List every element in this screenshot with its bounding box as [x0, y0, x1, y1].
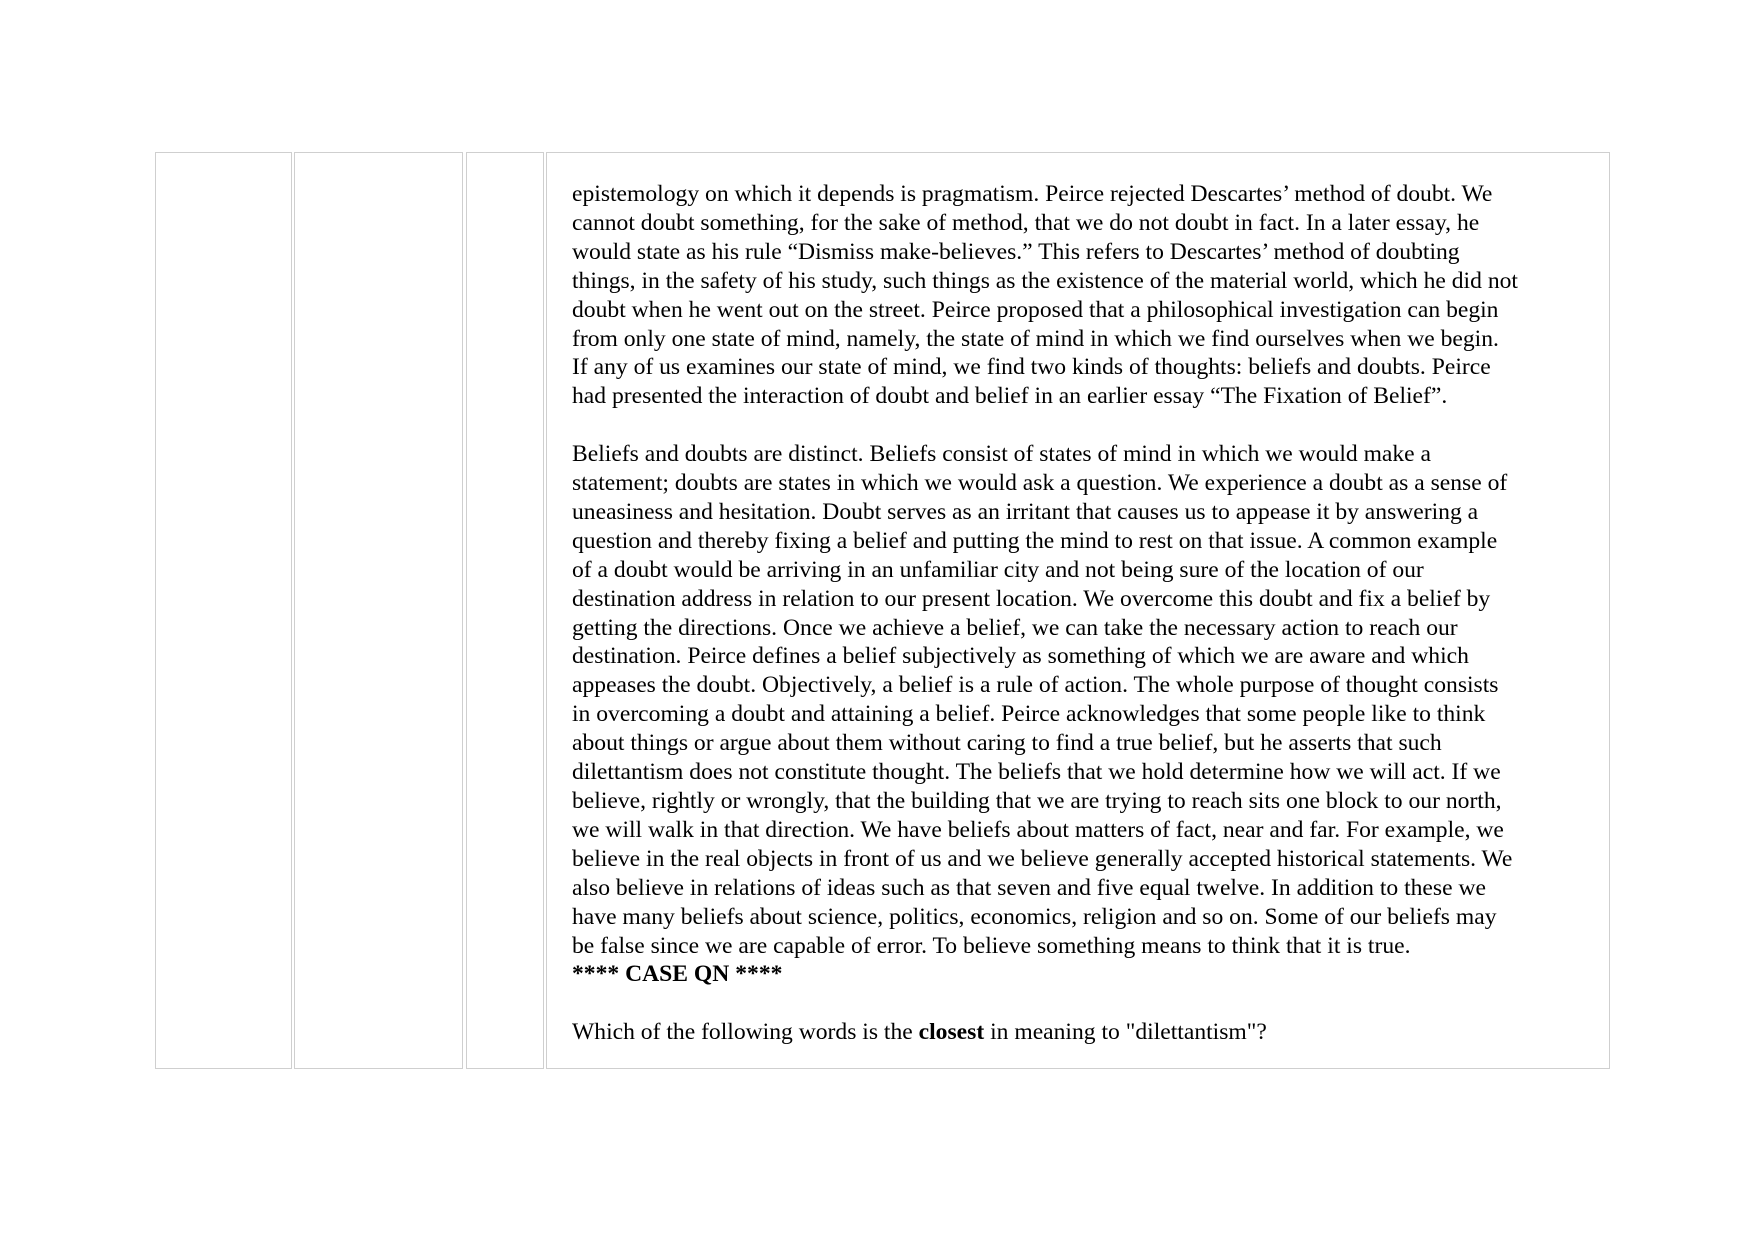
- table-cell-2: [294, 152, 463, 1069]
- text-line: uneasiness and hesitation. Doubt serves as an irritant that causes us to appease it by answering a: [572, 498, 1479, 525]
- passage-content: [572, 180, 1602, 1047]
- text-line: cannot doubt something, for the sake of method, that we do not doubt in fact. In a later essay, he: [572, 209, 1480, 236]
- text-line: Beliefs and doubts are distinct. Beliefs consist of states of mind in which we would make a: [572, 441, 1432, 468]
- case-marker: [572, 960, 1602, 989]
- text-line: destination. Peirce defines a belief subjectively as something of which we are aware and which: [572, 643, 1469, 670]
- question-after: in meaning to "dilettantism"?: [990, 1019, 1267, 1046]
- text-line: from only one state of mind, namely, the state of mind in which we find ourselves when we begin.: [572, 325, 1499, 352]
- case-label: CASE QN: [625, 961, 730, 988]
- text-line: believe, rightly or wrongly, that the building that we are trying to reach sits one block to our north,: [572, 788, 1502, 815]
- text-line: we will walk in that direction. We have beliefs about matters of fact, near and far. For example, we: [572, 816, 1504, 843]
- table-cell-3: [466, 152, 544, 1069]
- text-line: doubt when he went out on the street. Peirce proposed that a philosophical investigation can begin: [572, 296, 1499, 323]
- text-line: question and thereby fixing a belief and putting the mind to rest on that issue. A common example: [572, 527, 1498, 554]
- paragraph-2: [572, 440, 1602, 960]
- text-line: in overcoming a doubt and attaining a belief. Peirce acknowledges that some people like to think: [572, 701, 1486, 728]
- case-stars-right: ****: [735, 961, 783, 988]
- text-line: also believe in relations of ideas such as that seven and five equal twelve. In addition to these we: [572, 874, 1486, 901]
- text-line: appeases the doubt. Objectively, a belief is a rule of action. The whole purpose of thought consists: [572, 672, 1499, 699]
- table-cell-1: [155, 152, 292, 1069]
- text-line: destination address in relation to our present location. We overcome this doubt and fix a belief by: [572, 585, 1491, 612]
- text-line: things, in the safety of his study, such things as the existence of the material world, which he did not: [572, 267, 1518, 294]
- text-line: have many beliefs about science, politics, economics, religion and so on. Some of our beliefs may: [572, 903, 1497, 930]
- question-text: [572, 1018, 1602, 1047]
- text-line: of a doubt would be arriving in an unfamiliar city and not being sure of the location of our: [572, 556, 1424, 583]
- text-line: getting the directions. Once we achieve a belief, we can take the necessary action to reach our: [572, 614, 1458, 641]
- question-before: Which of the following words is the: [572, 1019, 913, 1046]
- question-emphasis: closest: [918, 1019, 985, 1046]
- text-line: If any of us examines our state of mind, we find two kinds of thoughts: beliefs and doubts. Peirce: [572, 354, 1491, 381]
- case-stars-left: ****: [572, 961, 620, 988]
- paragraph-spacer: [572, 411, 1602, 440]
- text-line: epistemology on which it depends is pragmatism. Peirce rejected Descartes’ method of doubt. We: [572, 181, 1493, 207]
- text-line: would state as his rule “Dismiss make-believes.” This refers to Descartes’ method of doubting: [572, 238, 1460, 265]
- text-line: dilettantism does not constitute thought. The beliefs that we hold determine how we will act. If we: [572, 759, 1501, 786]
- table-cell-passage: [546, 152, 1610, 1069]
- paragraph-1: [572, 180, 1602, 411]
- text-line: about things or argue about them without caring to find a true belief, but he asserts that such: [572, 730, 1442, 757]
- text-line: be false since we are capable of error. To believe something means to think that it is true.: [572, 932, 1411, 959]
- text-line: statement; doubts are states in which we would ask a question. We experience a doubt as a sense of: [572, 470, 1508, 497]
- text-line: had presented the interaction of doubt and belief in an earlier essay “The Fixation of Belief”.: [572, 383, 1448, 410]
- text-line: believe in the real objects in front of us and we believe generally accepted historical statements. We: [572, 845, 1513, 872]
- question-spacer: [572, 989, 1602, 1018]
